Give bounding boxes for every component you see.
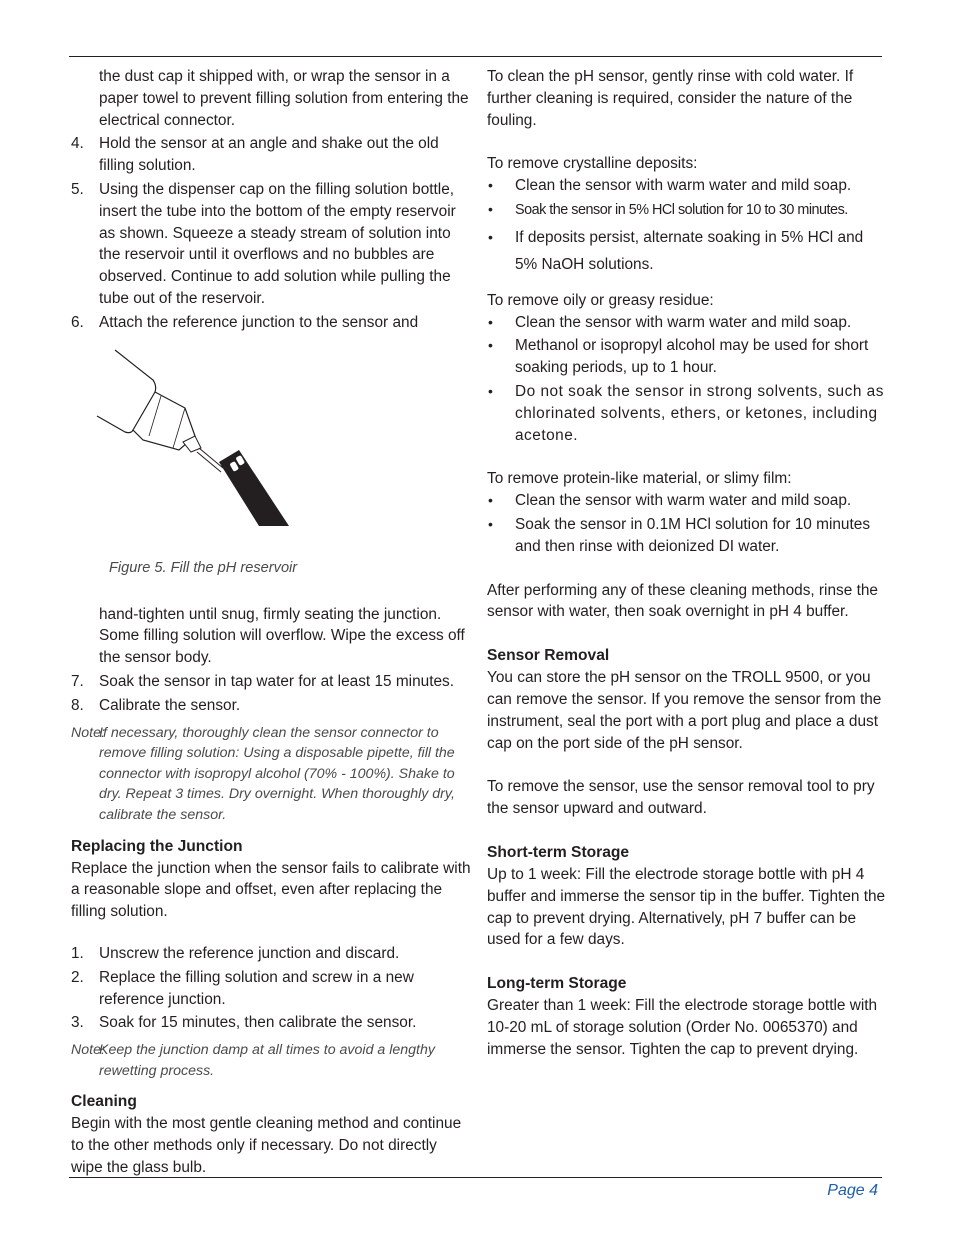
protein-intro: To remove protein-like material, or slimy film: [487,470,792,488]
list-item [71,943,471,965]
step-text: Calibrate the sensor. [99,696,241,714]
crystalline-intro: To remove crystalline deposits: [487,155,698,173]
step-text: Attach the reference junction to the sensor and [99,313,419,331]
step-text: Soak the sensor in tap water for at least 15 minutes. [99,672,455,690]
note-text: If necessary, thoroughly clean the sensor connector to remove filling solution: Using a disposable pipette, fill the connector with isopropyl alcohol (70% - 100%). Shake to dry. Repeat 3 times. Dry overnight. When thoroughly dry, calibrate the sensor. [99,724,455,823]
list-item [487,381,887,446]
step-text: Unscrew the reference junction and discard. [99,944,400,962]
step6-continuation: hand-tighten until snug, firmly seating the junction. Some filling solution will overflow. Wipe the excess off the sensor body. [99,605,465,667]
heading-long-term-storage: Long-term Storage [487,975,627,993]
list-item [487,224,887,278]
step-number: 7. [71,672,84,690]
list-item [71,671,471,693]
oily-list [487,312,887,447]
steps-list-4-6 [71,133,471,333]
bullet: • [488,382,494,399]
bullet: • [488,313,493,330]
right-column [487,66,887,1061]
step-number: 3. [71,1014,84,1032]
bullet-text: Clean the sensor with warm water and mild soap. [515,313,852,331]
bullet-text: Clean the sensor with warm water and mild soap. [515,177,852,195]
crystalline-list [487,175,887,278]
bullet: • [488,492,493,509]
step-text: Soak for 15 minutes, then calibrate the sensor. [99,1014,417,1032]
page-number: Page 4 [827,1182,878,1199]
step-number: 1. [71,944,84,962]
steps-list-7-8 [71,671,471,717]
fill-reservoir-illustration [95,344,295,534]
note-junction-damp [71,1040,471,1081]
step-number: 8. [71,696,84,714]
cleaning-paragraph: Begin with the most gentle cleaning method and continue to the other methods only if necessary. Do not directly wipe the glass bulb. [71,1115,462,1176]
step-number: 4. [71,135,84,153]
note-clean-connector [71,723,471,826]
figure-fill-reservoir [71,340,451,590]
heading-short-term-storage: Short-term Storage [487,843,630,861]
long-term-paragraph: Greater than 1 week: Fill the electrode storage bottle with 10-20 mL of storage solution (Order No. 0065370) and immerse the sensor. Tighten the cap to prevent drying. [487,997,878,1058]
heading-replacing-junction: Replacing the Junction [71,837,243,855]
figure-caption: Figure 5. Fill the pH reservoir [109,559,298,576]
list-item [71,179,471,310]
bullet-text: Soak the sensor in 0.1M HCl solution for 10 minutes and then rinse with deionized DI water. [515,515,871,555]
list-item [487,199,887,222]
list-item [71,312,471,334]
step-text: Replace the filling solution and screw in a new reference junction. [99,968,414,1008]
steps-list-replace [71,943,471,1034]
list-item [487,514,887,558]
step-number: 5. [71,180,84,198]
removal-paragraph-2: To remove the sensor, use the sensor removal tool to pry the sensor upward and outward. [487,778,875,818]
top-rule [69,56,882,57]
list-item [487,312,887,334]
clean-intro: To clean the pH sensor, gently rinse with cold water. If further cleaning is required, consider the nature of the fouling. [487,68,854,129]
heading-sensor-removal: Sensor Removal [487,647,610,665]
list-item [487,175,887,197]
bullet-text: Soak the sensor in 5% HCl solution for 10 to 30 minutes. [515,201,848,218]
list-item [71,1012,471,1034]
step-text: Hold the sensor at an angle and shake out the old filling solution. [99,135,439,175]
short-term-paragraph: Up to 1 week: Fill the electrode storage bottle with pH 4 buffer and immerse the sensor tip in the buffer. Tighten the cap to prevent drying. Alternatively, pH 7 buffer can be used for a few days. [487,865,886,949]
bullet: • [488,337,493,354]
list-item [487,490,887,512]
bullet-text: Methanol or isopropyl alcohol may be used for short soaking periods, up to 1 hour. [515,337,869,377]
bullet-text: If deposits persist, alternate soaking in 5% HCl and 5% NaOH solutions. [515,228,864,273]
note-label: Note: [71,1042,105,1059]
bullet-text: Do not soak the sensor in strong solvents, such as chlorinated solvents, ethers, or ketones, including acetone. [515,382,884,444]
note-label: Note: [71,724,105,741]
list-item [71,695,471,717]
list-item [487,335,887,379]
step-text: Using the dispenser cap on the filling solution bottle, insert the tube into the bottom of the empty reservoir as shown. Squeeze a steady stream of solution into the reservoir until it overflows and no bubbles are observed. Continue to add solution while pulling the tube out of the reservoir. [99,180,456,307]
after-cleaning-paragraph: After performing any of these cleaning methods, rinse the sensor with water, then soak overnight in pH 4 buffer. [487,581,878,621]
oily-intro: To remove oily or greasy residue: [487,291,714,309]
bullet: • [488,200,493,217]
step-number: 2. [71,968,84,986]
left-column [71,66,471,1179]
bottom-rule [69,1177,882,1178]
step-number: 6. [71,313,84,331]
bullet: • [488,228,493,245]
removal-paragraph-1: You can store the pH sensor on the TROLL 9500, or you can remove the sensor. If you remove the sensor from the instrument, seal the port with a port plug and place a dust cap on the port side of the pH sensor. [487,669,882,752]
bullet-text: Clean the sensor with warm water and mild soap. [515,492,852,510]
step3-continuation: the dust cap it shipped with, or wrap the sensor in a paper towel to prevent filling solution from entering the electrical connector. [99,68,469,129]
bullet: • [488,177,493,194]
protein-list [487,490,887,557]
heading-cleaning: Cleaning [71,1093,137,1111]
replacing-paragraph: Replace the junction when the sensor fails to calibrate with a reasonable slope and offset, even after replacing the filling solution. [71,859,471,921]
bullet: • [488,515,493,532]
list-item [71,133,471,177]
note-text: Keep the junction damp at all times to avoid a lengthy rewetting process. [99,1042,435,1079]
list-item [71,967,471,1011]
